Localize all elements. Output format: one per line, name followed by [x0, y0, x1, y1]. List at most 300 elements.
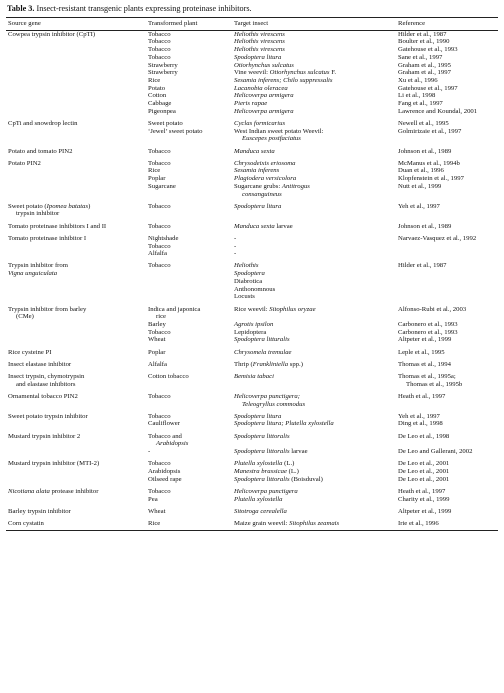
cell-target-insect: Plagiodera versicolora — [234, 175, 297, 183]
table-row — [6, 128, 498, 136]
cell-reference: Yeh et al., 1997 — [398, 412, 440, 420]
cell-transformed-plant — [146, 381, 232, 389]
cell-target-insect: - — [234, 234, 237, 242]
cell-transformed-plant: Alfalfa — [148, 360, 167, 368]
table-row — [6, 243, 498, 251]
cell-source-gene — [6, 108, 146, 116]
table-row — [6, 496, 498, 504]
cell-target-insect: Helicoverpa punctigera; — [234, 392, 300, 400]
cell-target-insect — [232, 468, 396, 476]
cell-source-gene: Barley trypsin inhibitor — [8, 507, 71, 515]
cell-reference — [396, 270, 498, 278]
cell-transformed-plant: Tobacco — [148, 262, 171, 270]
cell-target-insect: - — [234, 242, 237, 250]
cell-target-insect — [232, 440, 396, 448]
cell-reference: Johnson et al., 1989 — [398, 222, 452, 230]
cell-reference — [396, 313, 498, 321]
cell-reference: Irie et al., 1996 — [396, 515, 498, 530]
cell-target-insect: Spodoptera littoralis — [234, 432, 290, 440]
cell-target-insect: Sesamia inferens — [234, 167, 280, 175]
cell-transformed-plant: Tobacco — [148, 328, 171, 336]
table-row — [6, 476, 498, 484]
cell-target-insect — [232, 218, 396, 230]
plain-text: protease inhibitor — [49, 487, 99, 495]
cell-transformed-plant: Indica and japonica — [148, 305, 201, 313]
cell-transformed-plant — [146, 286, 232, 294]
italic-text: Nicotiana alata — [8, 487, 50, 495]
cell-source-gene: CpTi and snowdrop lectin — [8, 119, 78, 127]
italic-text: Plutella xylostella — [234, 460, 283, 468]
cell-source-gene — [6, 440, 146, 448]
table-body — [6, 30, 498, 530]
cell-target-insect: Chrysomela tremulae — [234, 348, 292, 356]
cell-target-insect: Otiorhynchus sulcatus — [234, 61, 294, 69]
cell-transformed-plant: Tobacco — [148, 53, 171, 61]
cell-reference: Gatehouse et al., 1993 — [398, 46, 458, 54]
cell-target-insect: Heliothis virescens — [234, 46, 285, 54]
table-row — [6, 155, 498, 167]
cell-reference: Narvaez-Vasquez et al., 1992 — [398, 234, 477, 242]
cell-source-gene: Potato and tomato PIN2 — [8, 147, 73, 155]
table-row — [6, 388, 498, 400]
cell-target-insect — [232, 448, 396, 456]
cell-transformed-plant: Pigeonpea — [148, 107, 176, 115]
cell-reference: Lawrence and Koundal, 2001 — [398, 107, 478, 115]
cell-source-gene: Cowpea trypsin inhibitor (CpTI) — [8, 30, 96, 38]
table-row — [6, 62, 498, 70]
plain-text: larvae — [289, 448, 308, 456]
cell-reference — [396, 243, 498, 251]
cell-transformed-plant: Tobacco — [148, 460, 171, 468]
cell-source-gene — [6, 85, 146, 93]
cell-transformed-plant: Barley — [148, 320, 166, 328]
cell-target-insect: Euscepes postfaciatus — [242, 135, 301, 143]
table-row — [6, 183, 498, 191]
cell-source-gene: trypsin inhibitor — [16, 210, 60, 218]
cell-reference: Li et al., 1998 — [398, 92, 436, 100]
cell-transformed-plant: Tobacco and — [148, 432, 182, 440]
cell-transformed-plant: Sugarcane — [148, 182, 176, 190]
cell-transformed-plant: rice — [156, 313, 167, 321]
table-row — [6, 30, 498, 38]
cell-target-insect: Spodoptera litturalis — [234, 336, 290, 344]
cell-source-gene — [6, 329, 146, 337]
plain-text: Thrip ( — [234, 360, 253, 368]
italic-text: Sitophilus zeamais — [289, 519, 340, 527]
cell-source-gene — [6, 191, 146, 199]
table-row — [6, 329, 498, 337]
cell-reference: De Leo et al., 2001 — [398, 475, 450, 483]
cell-reference — [396, 191, 498, 199]
cell-target-insect — [232, 476, 396, 484]
cell-source-gene — [6, 476, 146, 484]
plain-text: (Boisduval) — [289, 475, 323, 483]
cell-transformed-plant: ‘Jewel’ sweet potato — [148, 127, 203, 135]
cell-transformed-plant: Wheat — [148, 336, 166, 344]
table-row — [6, 108, 498, 116]
cell-source-gene: Insect trypsin, chymotrypsin — [8, 372, 85, 380]
plain-text: spp.) — [288, 360, 303, 368]
plain-text: larvae — [274, 222, 293, 230]
cell-target-insect: Heliothis — [234, 262, 259, 270]
cell-reference: De Leo et al., 1998 — [398, 432, 450, 440]
cell-target-insect — [232, 183, 396, 191]
plain-text: Sugarcane grubs: — [234, 182, 282, 190]
cell-transformed-plant — [146, 270, 232, 278]
cell-reference: Graham et al., 1997 — [398, 69, 451, 77]
cell-source-gene — [6, 69, 146, 77]
table-row — [6, 85, 498, 93]
italic-text: Spodoptera littoralis — [234, 448, 290, 456]
cell-target-insect: Locusts — [234, 293, 255, 301]
cell-source-gene — [6, 54, 146, 62]
cell-reference — [396, 135, 498, 143]
cell-transformed-plant: Cotton — [148, 92, 167, 100]
italic-text: Frankliniella — [252, 360, 289, 368]
header-target-insect: Target insect — [232, 18, 396, 31]
cell-reference: Heath et al., 1997 — [398, 392, 446, 400]
cell-source-gene — [6, 468, 146, 476]
table-row — [6, 468, 498, 476]
table-row — [6, 483, 498, 495]
cell-transformed-plant: Alfalfa — [148, 250, 167, 258]
table-row — [6, 38, 498, 46]
cell-reference: Fang et al., 1997 — [398, 100, 443, 108]
cell-reference: Graham et al., 1995 — [398, 61, 451, 69]
table-row — [6, 69, 498, 77]
table-row — [6, 448, 498, 456]
table-row — [6, 336, 498, 344]
table-row — [6, 313, 498, 321]
cell-reference: De Leo et al., 2001 — [398, 467, 450, 475]
cell-source-gene: Vigna unguiculata — [8, 270, 58, 278]
cell-transformed-plant: Cotton tobacco — [148, 372, 189, 380]
table-row — [6, 270, 498, 278]
table-title: Insect-resistant transgenic plants expressing proteinase inhibitors. — [34, 4, 252, 13]
italic-text: Otiorhynchus sulcatus — [269, 69, 330, 77]
cell-reference: Altpeter et al., 1999 — [398, 507, 452, 515]
cell-target-insect: Plutella xylostella — [234, 495, 283, 503]
cell-target-insect — [232, 313, 396, 321]
cell-reference: Thomas et al., 1995b — [406, 380, 463, 388]
cell-target-insect: Heliothis virescens — [234, 30, 285, 38]
cell-transformed-plant: Tobacco — [148, 487, 171, 495]
cell-reference: Klopfenstein et al., 1997 — [398, 175, 464, 183]
cell-source-gene: Sweet potato trypsin inhibitor — [8, 412, 88, 420]
cell-target-insect: Lacanobia oleracea — [234, 84, 288, 92]
cell-source-gene — [6, 336, 146, 344]
cell-target-insect: Sitotroga cerealella — [234, 507, 287, 515]
cell-source-gene: Mustard trypsin inhibitor 2 — [8, 432, 81, 440]
table-row — [6, 92, 498, 100]
cell-target-insect — [232, 69, 396, 77]
cell-transformed-plant: Tobacco — [148, 202, 171, 210]
cell-source-gene — [6, 401, 146, 409]
table-label: Table 3. — [7, 4, 35, 13]
cell-reference: Heath et al., 1997 — [398, 487, 446, 495]
cell-reference: Sane et al., 1997 — [398, 53, 443, 61]
cell-reference: Golmirizaie et al., 1997 — [398, 127, 462, 135]
cell-reference: McManus et al., 1994b — [398, 159, 460, 167]
cell-transformed-plant: Cabbage — [148, 100, 172, 108]
table-row — [6, 440, 498, 448]
cell-reference: Ding et al., 1998 — [398, 420, 443, 428]
plain-text: ) — [88, 202, 91, 210]
cell-transformed-plant: Potato — [148, 84, 166, 92]
cell-transformed-plant — [146, 293, 232, 301]
cell-reference: Duan et al., 1996 — [398, 167, 444, 175]
table-row — [6, 344, 498, 356]
cell-target-insect: consanguineus — [242, 190, 282, 198]
cell-target-insect — [232, 381, 396, 389]
table-row — [6, 191, 498, 199]
cell-reference: Hilder et al., 1987 — [398, 30, 447, 38]
table-row — [6, 293, 498, 301]
cell-reference: Johnson et al., 1989 — [398, 147, 452, 155]
cell-target-insect: Helicoverpa armigera — [234, 92, 294, 100]
table-row — [6, 401, 498, 409]
cell-transformed-plant: Tobacco — [148, 38, 171, 46]
cell-target-insect — [232, 128, 396, 136]
cell-source-gene — [6, 62, 146, 70]
cell-target-insect: Lepidoptera — [234, 328, 267, 336]
cell-reference: Thomas et al., 1994 — [398, 360, 451, 368]
cell-source-gene — [6, 278, 146, 286]
cell-source-gene — [6, 483, 146, 495]
cell-source-gene — [6, 46, 146, 54]
table-row — [6, 408, 498, 420]
table-header — [6, 18, 498, 31]
table-row — [6, 356, 498, 368]
cell-transformed-plant: Cauliflower — [148, 420, 180, 428]
cell-target-insect — [232, 356, 396, 368]
italic-text: Manduca sexta — [234, 222, 275, 230]
cell-reference: Leple et al., 1995 — [398, 348, 445, 356]
cell-source-gene — [6, 321, 146, 329]
cell-transformed-plant: Tobacco — [148, 159, 171, 167]
cell-transformed-plant: Tobacco — [148, 392, 171, 400]
cell-reference: Boulter et al., 1990 — [398, 38, 450, 46]
cell-transformed-plant: Oilseed rape — [148, 475, 182, 483]
cell-target-insect — [232, 210, 396, 218]
cell-reference: Alfonso-Rubi et al., 2003 — [398, 305, 467, 313]
header-transformed-plant: Transformed plant — [146, 18, 232, 31]
cell-source-gene — [6, 198, 146, 210]
plain-text: (L.) — [282, 460, 295, 468]
cell-target-insect — [232, 456, 396, 468]
cell-target-insect: Chrysodeixis eriosoma — [234, 159, 296, 167]
cell-source-gene: Tomato proteinase inhibitor I — [8, 234, 87, 242]
table-row — [6, 54, 498, 62]
cell-transformed-plant: Arabidopsis — [156, 440, 189, 448]
italic-text: Ipomea batatas — [46, 202, 89, 210]
table-row — [6, 167, 498, 175]
cell-reference: De Leo and Gallerani, 2002 — [398, 448, 473, 456]
cell-target-insect — [232, 515, 396, 530]
cell-source-gene — [6, 175, 146, 183]
cell-transformed-plant: Tobacco — [148, 46, 171, 54]
cell-target-insect: Bemisia tabaci — [234, 372, 274, 380]
cell-source-gene — [6, 38, 146, 46]
cell-target-insect: Spodoptera — [234, 270, 265, 278]
cell-reference — [396, 286, 498, 294]
table-row — [6, 278, 498, 286]
cell-target-insect — [232, 301, 396, 313]
cell-transformed-plant — [146, 191, 232, 199]
table-row — [6, 368, 498, 380]
italic-text: Sitophilus oryzae — [269, 305, 316, 313]
cell-target-insect: Sesamia inferens; Chilo suppressalis — [234, 76, 333, 84]
cell-transformed-plant: Arabidopsis — [148, 467, 181, 475]
cell-reference — [396, 293, 498, 301]
cell-transformed-plant — [146, 401, 232, 409]
cell-target-insect: Cyclas formicarius — [234, 119, 286, 127]
cell-source-gene: Rice cysteine PI — [8, 348, 52, 356]
table-row — [6, 135, 498, 143]
cell-source-gene — [6, 496, 146, 504]
cell-reference: Charity et al., 1999 — [398, 495, 450, 503]
cell-source-gene — [6, 243, 146, 251]
cell-target-insect: Heliothis virescens — [234, 38, 285, 46]
italic-text: Manestra brassicae — [234, 467, 287, 475]
cell-source-gene: Trypsin inhibitor from barley — [8, 305, 87, 313]
cell-target-insect: Spodoptera litura — [234, 202, 282, 210]
table-row — [6, 175, 498, 183]
plain-text: Rice weevil: — [234, 305, 270, 313]
cell-transformed-plant: Rice — [148, 167, 161, 175]
table-row — [6, 321, 498, 329]
plain-text: Vine weevil: — [234, 69, 270, 77]
cell-transformed-plant: Tobacco — [148, 222, 171, 230]
cell-reference — [396, 440, 498, 448]
cell-source-gene — [6, 448, 146, 456]
plain-text: Maize grain weevil: — [234, 519, 290, 527]
cell-target-insect: Helicoverpa punctigera — [234, 487, 298, 495]
cell-reference: Hilder et al., 1987 — [398, 262, 447, 270]
cell-target-insect: Teleogryllus commodus — [242, 400, 306, 408]
cell-target-insect: Pieris rapae — [234, 100, 268, 108]
inhibitor-table — [6, 17, 498, 531]
cell-transformed-plant: Tobacco — [148, 242, 171, 250]
table-row — [6, 503, 498, 515]
cell-transformed-plant: Strawberry — [148, 61, 178, 69]
cell-transformed-plant: Poplar — [148, 348, 166, 356]
cell-target-insect: Agrotis ipsilon — [234, 320, 274, 328]
plain-text: (L.) — [286, 467, 299, 475]
cell-transformed-plant: Strawberry — [148, 69, 178, 77]
cell-reference: Carbonero et al., 1993 — [398, 320, 458, 328]
cell-target-insect: Spodoptera litura — [234, 412, 282, 420]
cell-source-gene: Potato PIN2 — [8, 159, 41, 167]
cell-transformed-plant: Tobacco — [148, 412, 171, 420]
table-row — [6, 381, 498, 389]
cell-reference: Nutt et al., 1999 — [398, 182, 442, 190]
plain-text: Sweet potato ( — [8, 202, 47, 210]
cell-source-gene — [6, 100, 146, 108]
italic-text: Spodoptera littoralis — [234, 475, 290, 483]
cell-source-gene — [6, 183, 146, 191]
cell-transformed-plant — [146, 135, 232, 143]
table-row — [6, 515, 498, 530]
cell-reference: Altpeter et al., 1999 — [398, 336, 452, 344]
cell-source-gene: Tomato proteinase inhibitors I and II — [8, 222, 107, 230]
cell-transformed-plant: Rice — [146, 515, 232, 530]
cell-target-insect: Manduca sexta — [234, 147, 275, 155]
table-row — [6, 250, 498, 258]
table-row — [6, 286, 498, 294]
table-row — [6, 100, 498, 108]
cell-reference — [396, 401, 498, 409]
cell-reference: Newell et al., 1995 — [398, 119, 449, 127]
table-row — [6, 428, 498, 440]
cell-transformed-plant: - — [148, 448, 151, 456]
plain-text: F. — [329, 69, 337, 77]
cell-transformed-plant: Sweet potato — [148, 119, 183, 127]
cell-target-insect: Helicoverpa armigera — [234, 107, 294, 115]
table-row — [6, 218, 498, 230]
table-row — [6, 230, 498, 242]
cell-source-gene: Ornamental tobacco PIN2 — [8, 392, 78, 400]
cell-source-gene — [6, 167, 146, 175]
header-reference: Reference — [396, 18, 498, 31]
cell-target-insect: Anthonomnous — [234, 285, 276, 293]
table-row — [6, 456, 498, 468]
plain-text: West Indian sweet potato Weevil: — [234, 127, 324, 135]
cell-reference: Yeh et al., 1997 — [398, 202, 440, 210]
cell-transformed-plant: Poplar — [148, 175, 166, 183]
cell-source-gene: Trypsin inhibitor from — [8, 262, 68, 270]
cell-reference — [396, 210, 498, 218]
cell-target-insect: - — [234, 250, 237, 258]
cell-source-gene — [6, 420, 146, 428]
cell-transformed-plant: Tobacco — [148, 30, 171, 38]
cell-target-insect: Spodoptera litura; Plutella xylostella — [234, 420, 334, 428]
cell-reference — [396, 278, 498, 286]
cell-transformed-plant: Tobacco — [148, 147, 171, 155]
cell-reference: Carbonero et al., 1993 — [398, 328, 458, 336]
cell-source-gene: Corn cystatin — [6, 515, 146, 530]
cell-source-gene — [6, 128, 146, 136]
cell-source-gene: Insect elastase inhibitor — [8, 360, 72, 368]
header-source-gene: Source gene — [6, 18, 146, 31]
cell-reference: De Leo et al., 2001 — [398, 460, 450, 468]
cell-target-insect: Spodoptera litura — [234, 53, 282, 61]
table-row — [6, 143, 498, 155]
cell-source-gene: (CMe) — [16, 313, 34, 321]
cell-source-gene — [6, 92, 146, 100]
cell-transformed-plant — [146, 278, 232, 286]
table-row — [6, 198, 498, 210]
cell-source-gene — [6, 135, 146, 143]
cell-reference: Thomas et al., 1995a; — [398, 372, 456, 380]
cell-source-gene: Mustard trypsin inhibitor (MTI-2) — [8, 460, 100, 468]
cell-source-gene — [6, 286, 146, 294]
cell-transformed-plant: Wheat — [148, 507, 166, 515]
table-row — [6, 420, 498, 428]
cell-source-gene: and elastase inhibitors — [16, 380, 76, 388]
table-row — [6, 258, 498, 270]
table-row — [6, 210, 498, 218]
cell-reference: Gatehouse et al., 1997 — [398, 84, 458, 92]
table-row — [6, 301, 498, 313]
italic-text: Antitrogus — [281, 182, 310, 190]
table-row — [6, 77, 498, 85]
cell-source-gene — [6, 293, 146, 301]
table-caption — [7, 4, 498, 14]
cell-source-gene — [6, 77, 146, 85]
cell-transformed-plant — [146, 210, 232, 218]
table-row — [6, 115, 498, 127]
